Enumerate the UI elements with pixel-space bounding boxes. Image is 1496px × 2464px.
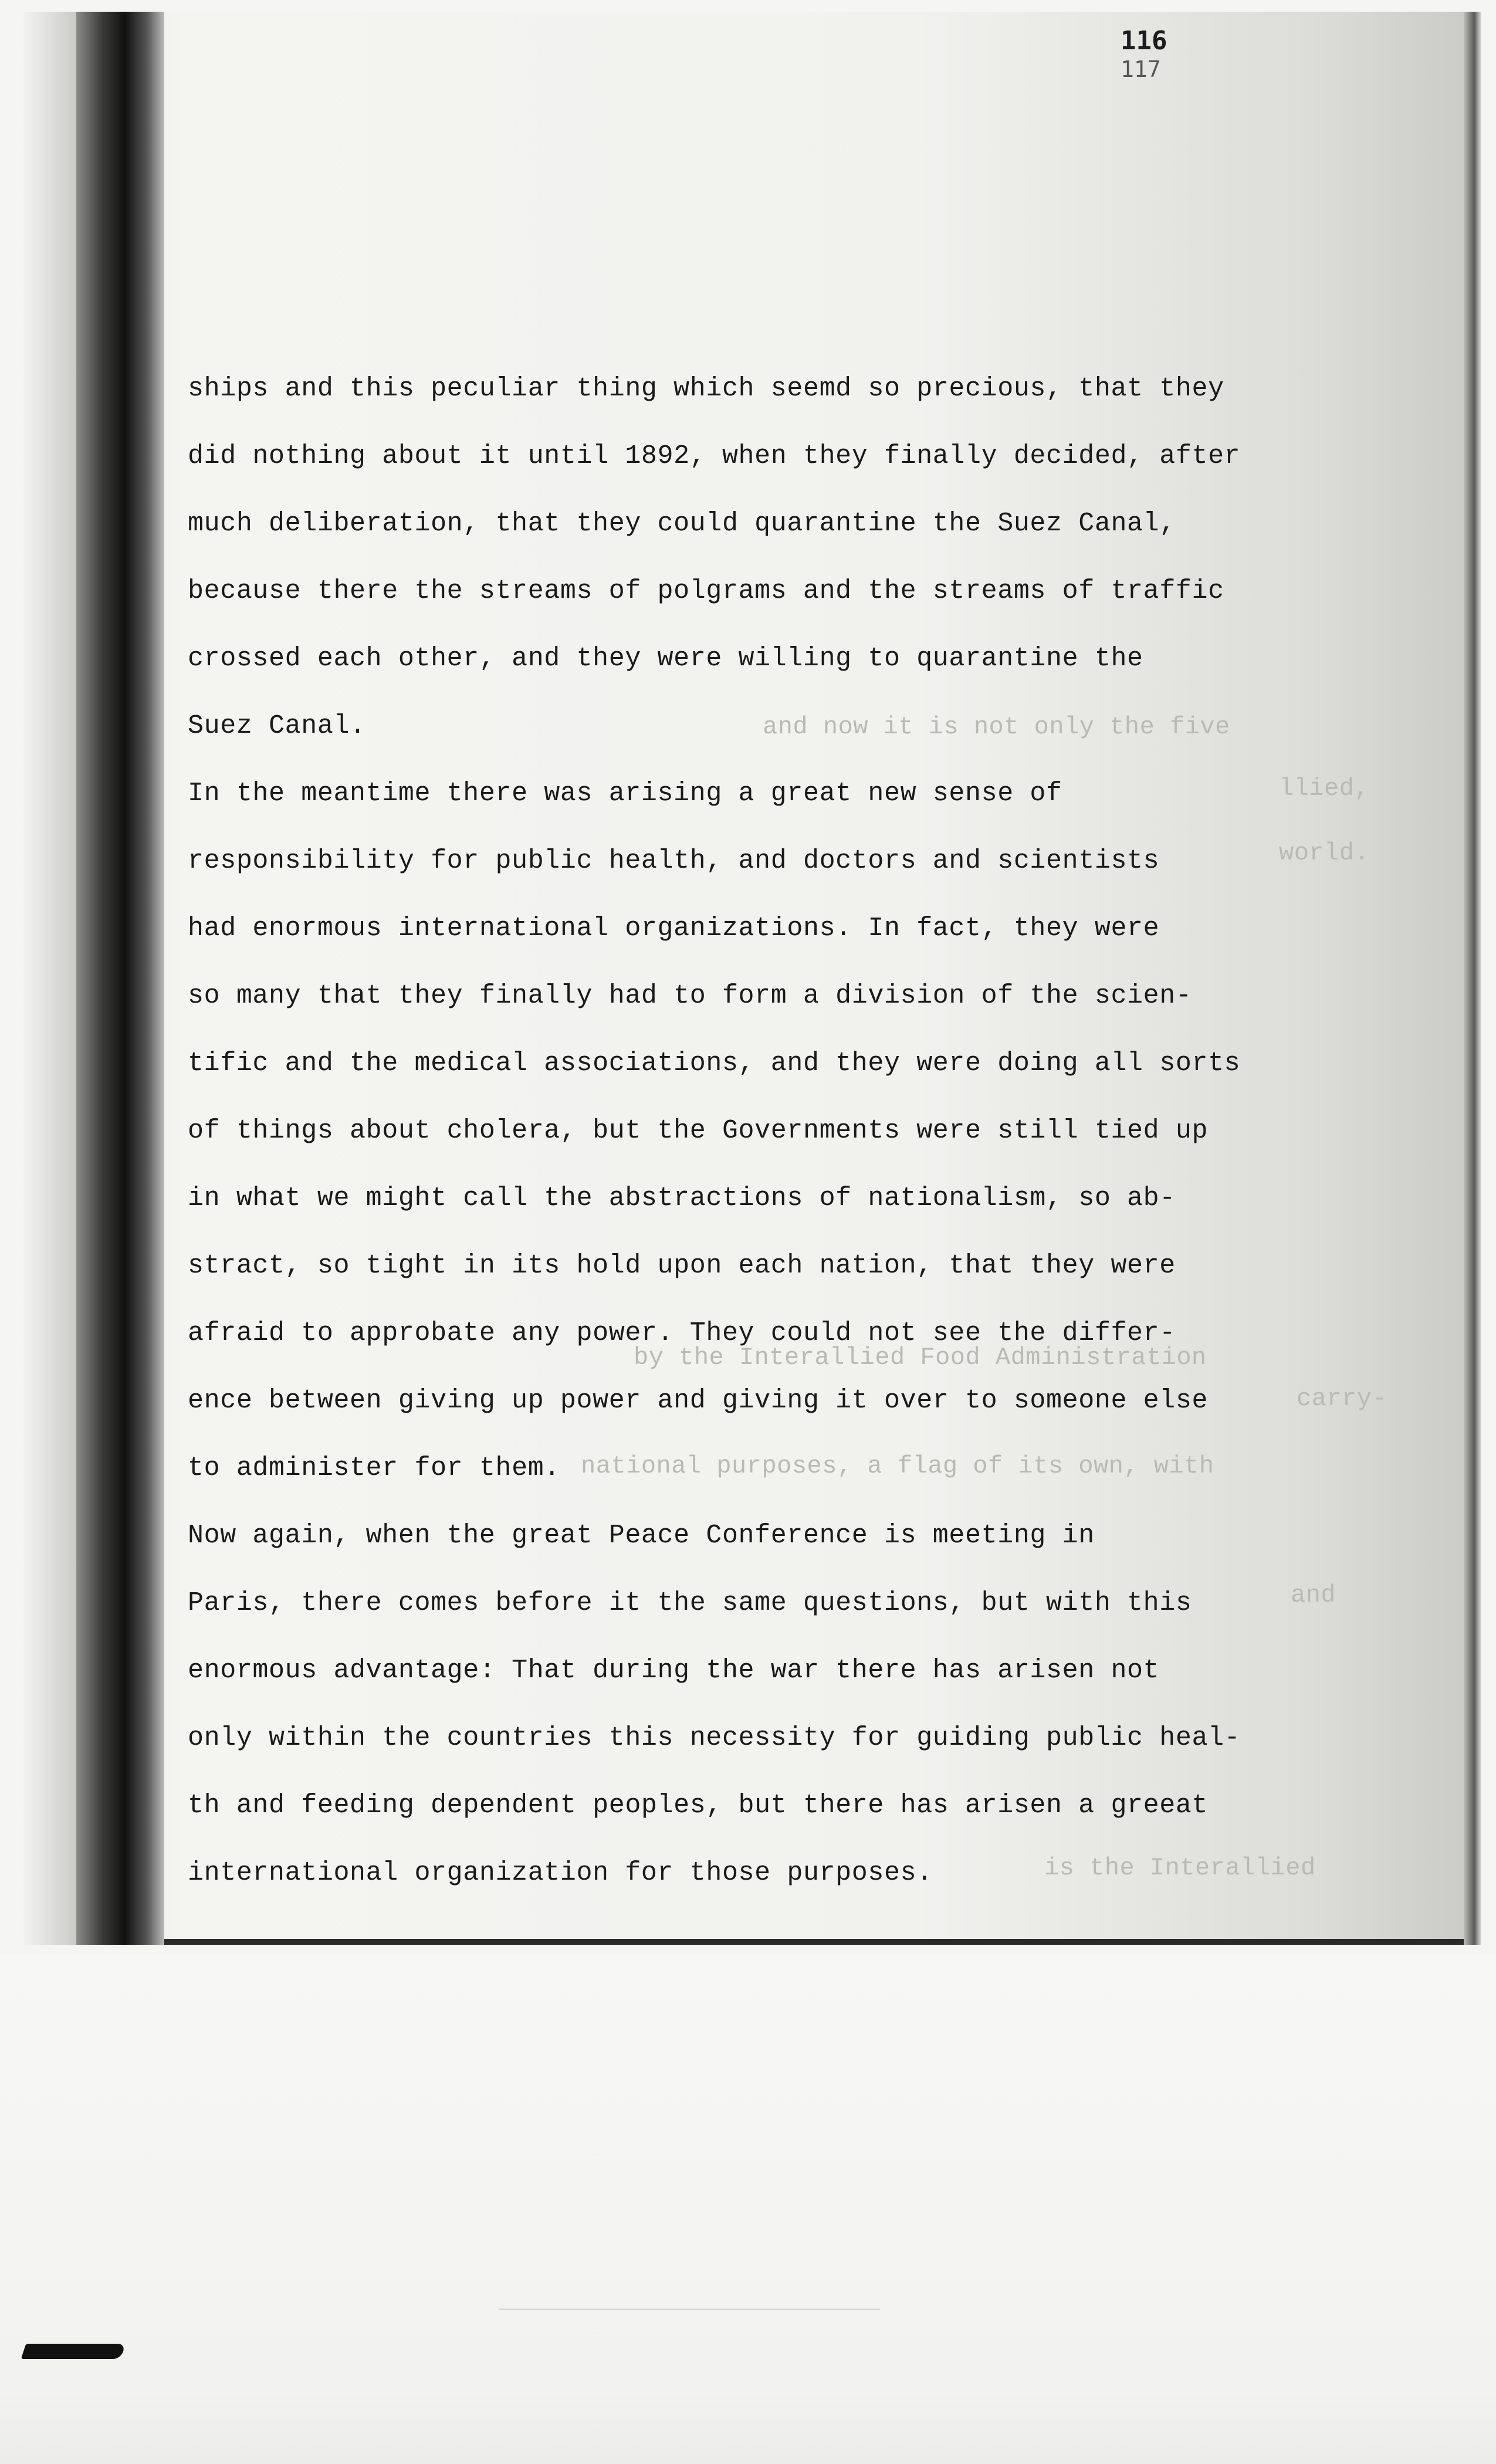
text-line: only within the countries this necessity for guiding public heal- bbox=[188, 1723, 1241, 1753]
bleed-through-text: national purposes, a flag of its own, with bbox=[581, 1452, 1214, 1480]
text-line: Now again, when the great Peace Conference is meeting in bbox=[188, 1521, 1095, 1551]
text-line: crossed each other, and they were willing to quarantine the bbox=[188, 644, 1143, 673]
text-line: enormous advantage: That during the war there has arisen not bbox=[188, 1656, 1160, 1685]
text-line: ships and this peculiar thing which seemd so precious, that they bbox=[188, 374, 1224, 404]
bleed-through-text: world. bbox=[1279, 839, 1370, 867]
text-line: Suez Canal. bbox=[188, 711, 366, 741]
text-line: because there the streams of polgrams and the streams of traffic bbox=[188, 576, 1224, 606]
page-number-secondary: 117 bbox=[1121, 56, 1161, 82]
typed-text-body bbox=[188, 355, 1385, 1907]
bleed-through-text: and now it is not only the five bbox=[763, 713, 1230, 741]
page-number: 116 bbox=[1121, 26, 1167, 56]
binding-spine bbox=[76, 12, 164, 1945]
text-line: had enormous international organizations. In fact, they were bbox=[188, 913, 1160, 943]
faint-rule bbox=[499, 2309, 880, 2310]
text-line: ence between giving up power and giving it over to someone else bbox=[188, 1386, 1209, 1416]
text-line: th and feeding dependent peoples, but there has arisen a greeat bbox=[188, 1791, 1209, 1820]
bleed-through-text: llied, bbox=[1279, 774, 1370, 803]
bleed-through-text: by the Interallied Food Administration bbox=[634, 1343, 1207, 1372]
text-line: stract, so tight in its hold upon each nation, that they were bbox=[188, 1251, 1176, 1281]
sheet-right-edge bbox=[1464, 12, 1481, 1945]
text-line: international organization for those purposes. bbox=[188, 1858, 933, 1888]
text-line: in what we might call the abstractions of nationalism, so ab- bbox=[188, 1183, 1176, 1213]
text-line: did nothing about it until 1892, when they finally decided, after bbox=[188, 441, 1241, 471]
clip-mark bbox=[21, 2344, 126, 2359]
bleed-through-text: carry- bbox=[1297, 1385, 1387, 1413]
text-line: responsibility for public health, and doctors and scientists bbox=[188, 846, 1160, 876]
text-line: much deliberation, that they could quarantine the Suez Canal, bbox=[188, 509, 1176, 539]
text-line: so many that they finally had to form a division of the scien- bbox=[188, 981, 1192, 1011]
bleed-through-text: is the Interallied bbox=[1044, 1854, 1316, 1882]
text-line: to administer for them. bbox=[188, 1453, 560, 1483]
text-line: Paris, there comes before it the same questions, but with this bbox=[188, 1588, 1192, 1618]
binding-shadow bbox=[23, 12, 79, 1945]
text-line: of things about cholera, but the Governments were still tied up bbox=[188, 1116, 1209, 1146]
blank-lower-area bbox=[0, 1954, 1496, 2464]
text-line: tific and the medical associations, and they were doing all sorts bbox=[188, 1048, 1241, 1078]
text-line: afraid to approbate any power. They could not see the differ- bbox=[188, 1318, 1176, 1348]
text-line: In the meantime there was arising a great new sense of bbox=[188, 779, 1062, 808]
bleed-through-text: and bbox=[1291, 1581, 1336, 1609]
